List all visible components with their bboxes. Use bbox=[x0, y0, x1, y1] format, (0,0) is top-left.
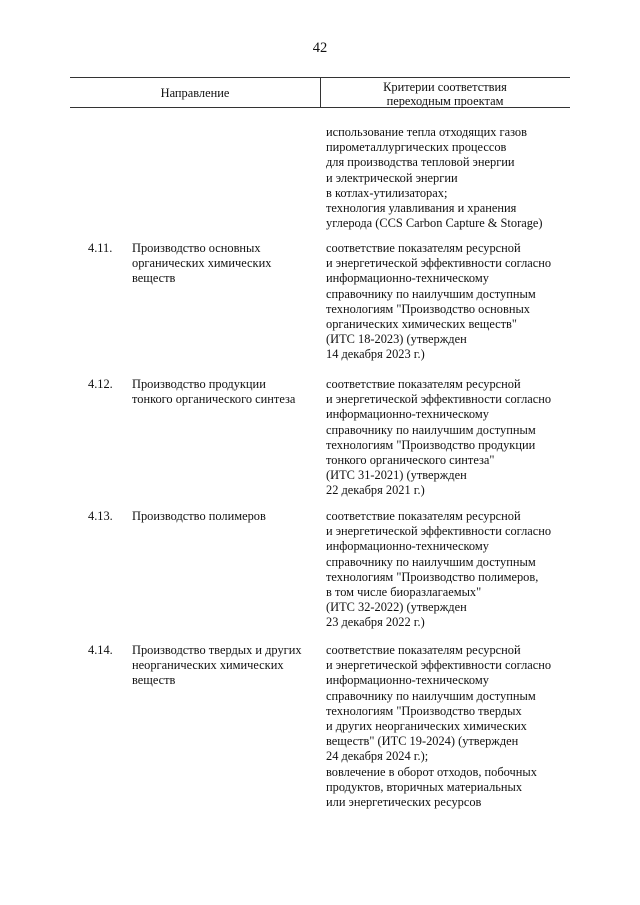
criteria-cell bbox=[326, 241, 551, 363]
criteria-line: продуктов, вторичных материальных bbox=[326, 779, 523, 794]
criteria-line: 23 декабря 2022 г.) bbox=[326, 615, 425, 630]
criteria-line: в том числе биоразлагаемых" bbox=[326, 585, 482, 600]
criteria-line: и энергетической эффективности согласно bbox=[326, 256, 552, 271]
criteria-line: пирометаллургических процессов bbox=[326, 140, 507, 155]
criteria-line: и других неорганических химических bbox=[326, 719, 527, 734]
direction-line: веществ bbox=[132, 271, 176, 286]
page-number: 42 bbox=[312, 40, 328, 56]
criteria-line: соответствие показателям ресурсной bbox=[326, 241, 521, 255]
criteria-line: использование тепла отходящих газов bbox=[326, 125, 527, 139]
direction-cell bbox=[132, 509, 266, 524]
criteria-line: справочнику по наилучшим доступным bbox=[326, 286, 536, 301]
column-header-criteria-line: переходным проектам bbox=[386, 94, 504, 108]
criteria-line: технологиям "Производство продукции bbox=[326, 437, 536, 452]
column-header-direction-text: Направление bbox=[160, 86, 230, 100]
direction-line: неорганических химических bbox=[132, 658, 284, 673]
criteria-line: соответствие показателям ресурсной bbox=[326, 377, 521, 391]
criteria-line: для производства тепловой энергии bbox=[326, 155, 515, 170]
criteria-line: технология улавливания и хранения bbox=[326, 201, 517, 216]
criteria-line: и электрической энергии bbox=[326, 170, 458, 185]
criteria-cell bbox=[326, 643, 551, 810]
criteria-line: (ИТС 18-2023) (утвержден bbox=[326, 332, 467, 347]
row-number: 4.13. bbox=[88, 509, 113, 523]
row-number: 4.14. bbox=[88, 643, 113, 657]
criteria-line: соответствие показателям ресурсной bbox=[326, 643, 521, 657]
criteria-line: технологиям "Производство полимеров, bbox=[326, 569, 539, 584]
column-header-criteria bbox=[320, 80, 570, 108]
criteria-line: информационно-техническому bbox=[326, 673, 489, 688]
criteria-line: углерода (CCS Carbon Capture & Storage) bbox=[326, 216, 543, 231]
row-number: 4.12. bbox=[88, 377, 113, 391]
criteria-line: соответствие показателям ресурсной bbox=[326, 509, 521, 523]
criteria-line: органических химических веществ" bbox=[326, 317, 517, 332]
criteria-line: веществ" (ИТС 19-2024) (утвержден bbox=[326, 734, 519, 749]
criteria-line: тонкого органического синтеза" bbox=[326, 453, 495, 468]
criteria-line: справочнику по наилучшим доступным bbox=[326, 688, 536, 703]
criteria-line: информационно-техническому bbox=[326, 271, 489, 286]
direction-line: органических химических bbox=[132, 256, 272, 271]
criteria-line: 22 декабря 2021 г.) bbox=[326, 483, 425, 498]
criteria-line: справочнику по наилучшим доступным bbox=[326, 554, 536, 569]
criteria-line: 14 декабря 2023 г.) bbox=[326, 347, 425, 362]
direction-line: Производство основных bbox=[132, 241, 261, 255]
direction-line: веществ bbox=[132, 673, 176, 688]
criteria-line: и энергетической эффективности согласно bbox=[326, 658, 552, 673]
direction-line: Производство полимеров bbox=[132, 509, 266, 523]
criteria-cell bbox=[326, 125, 543, 231]
row-number: 4.11. bbox=[88, 241, 113, 255]
criteria-line: справочнику по наилучшим доступным bbox=[326, 422, 536, 437]
criteria-line: и энергетической эффективности согласно bbox=[326, 524, 552, 539]
column-header-direction bbox=[70, 86, 320, 100]
criteria-line: и энергетической эффективности согласно bbox=[326, 392, 552, 407]
direction-cell bbox=[132, 377, 295, 407]
direction-line: Производство продукции bbox=[132, 377, 266, 391]
criteria-line: 24 декабря 2024 г.); bbox=[326, 749, 429, 764]
criteria-line: (ИТС 32-2022) (утвержден bbox=[326, 600, 467, 615]
criteria-line: (ИТС 31-2021) (утвержден bbox=[326, 468, 467, 483]
criteria-line: информационно-техническому bbox=[326, 407, 489, 422]
direction-line: тонкого органического синтеза bbox=[132, 392, 296, 407]
criteria-line: в котлах-утилизаторах; bbox=[326, 185, 448, 200]
direction-cell bbox=[132, 241, 271, 287]
criteria-cell bbox=[326, 509, 551, 631]
direction-line: Производство твердых и других bbox=[132, 643, 302, 657]
criteria-line: технологиям "Производство твердых bbox=[326, 703, 522, 718]
criteria-line: информационно-техническому bbox=[326, 539, 489, 554]
criteria-line: вовлечение в оборот отходов, побочных bbox=[326, 764, 537, 779]
criteria-cell bbox=[326, 377, 551, 499]
column-header-criteria-line: Критерии соответствия bbox=[383, 80, 507, 94]
criteria-line: технологиям "Производство основных bbox=[326, 301, 530, 316]
direction-cell bbox=[132, 643, 302, 689]
criteria-line: или энергетических ресурсов bbox=[326, 795, 482, 810]
